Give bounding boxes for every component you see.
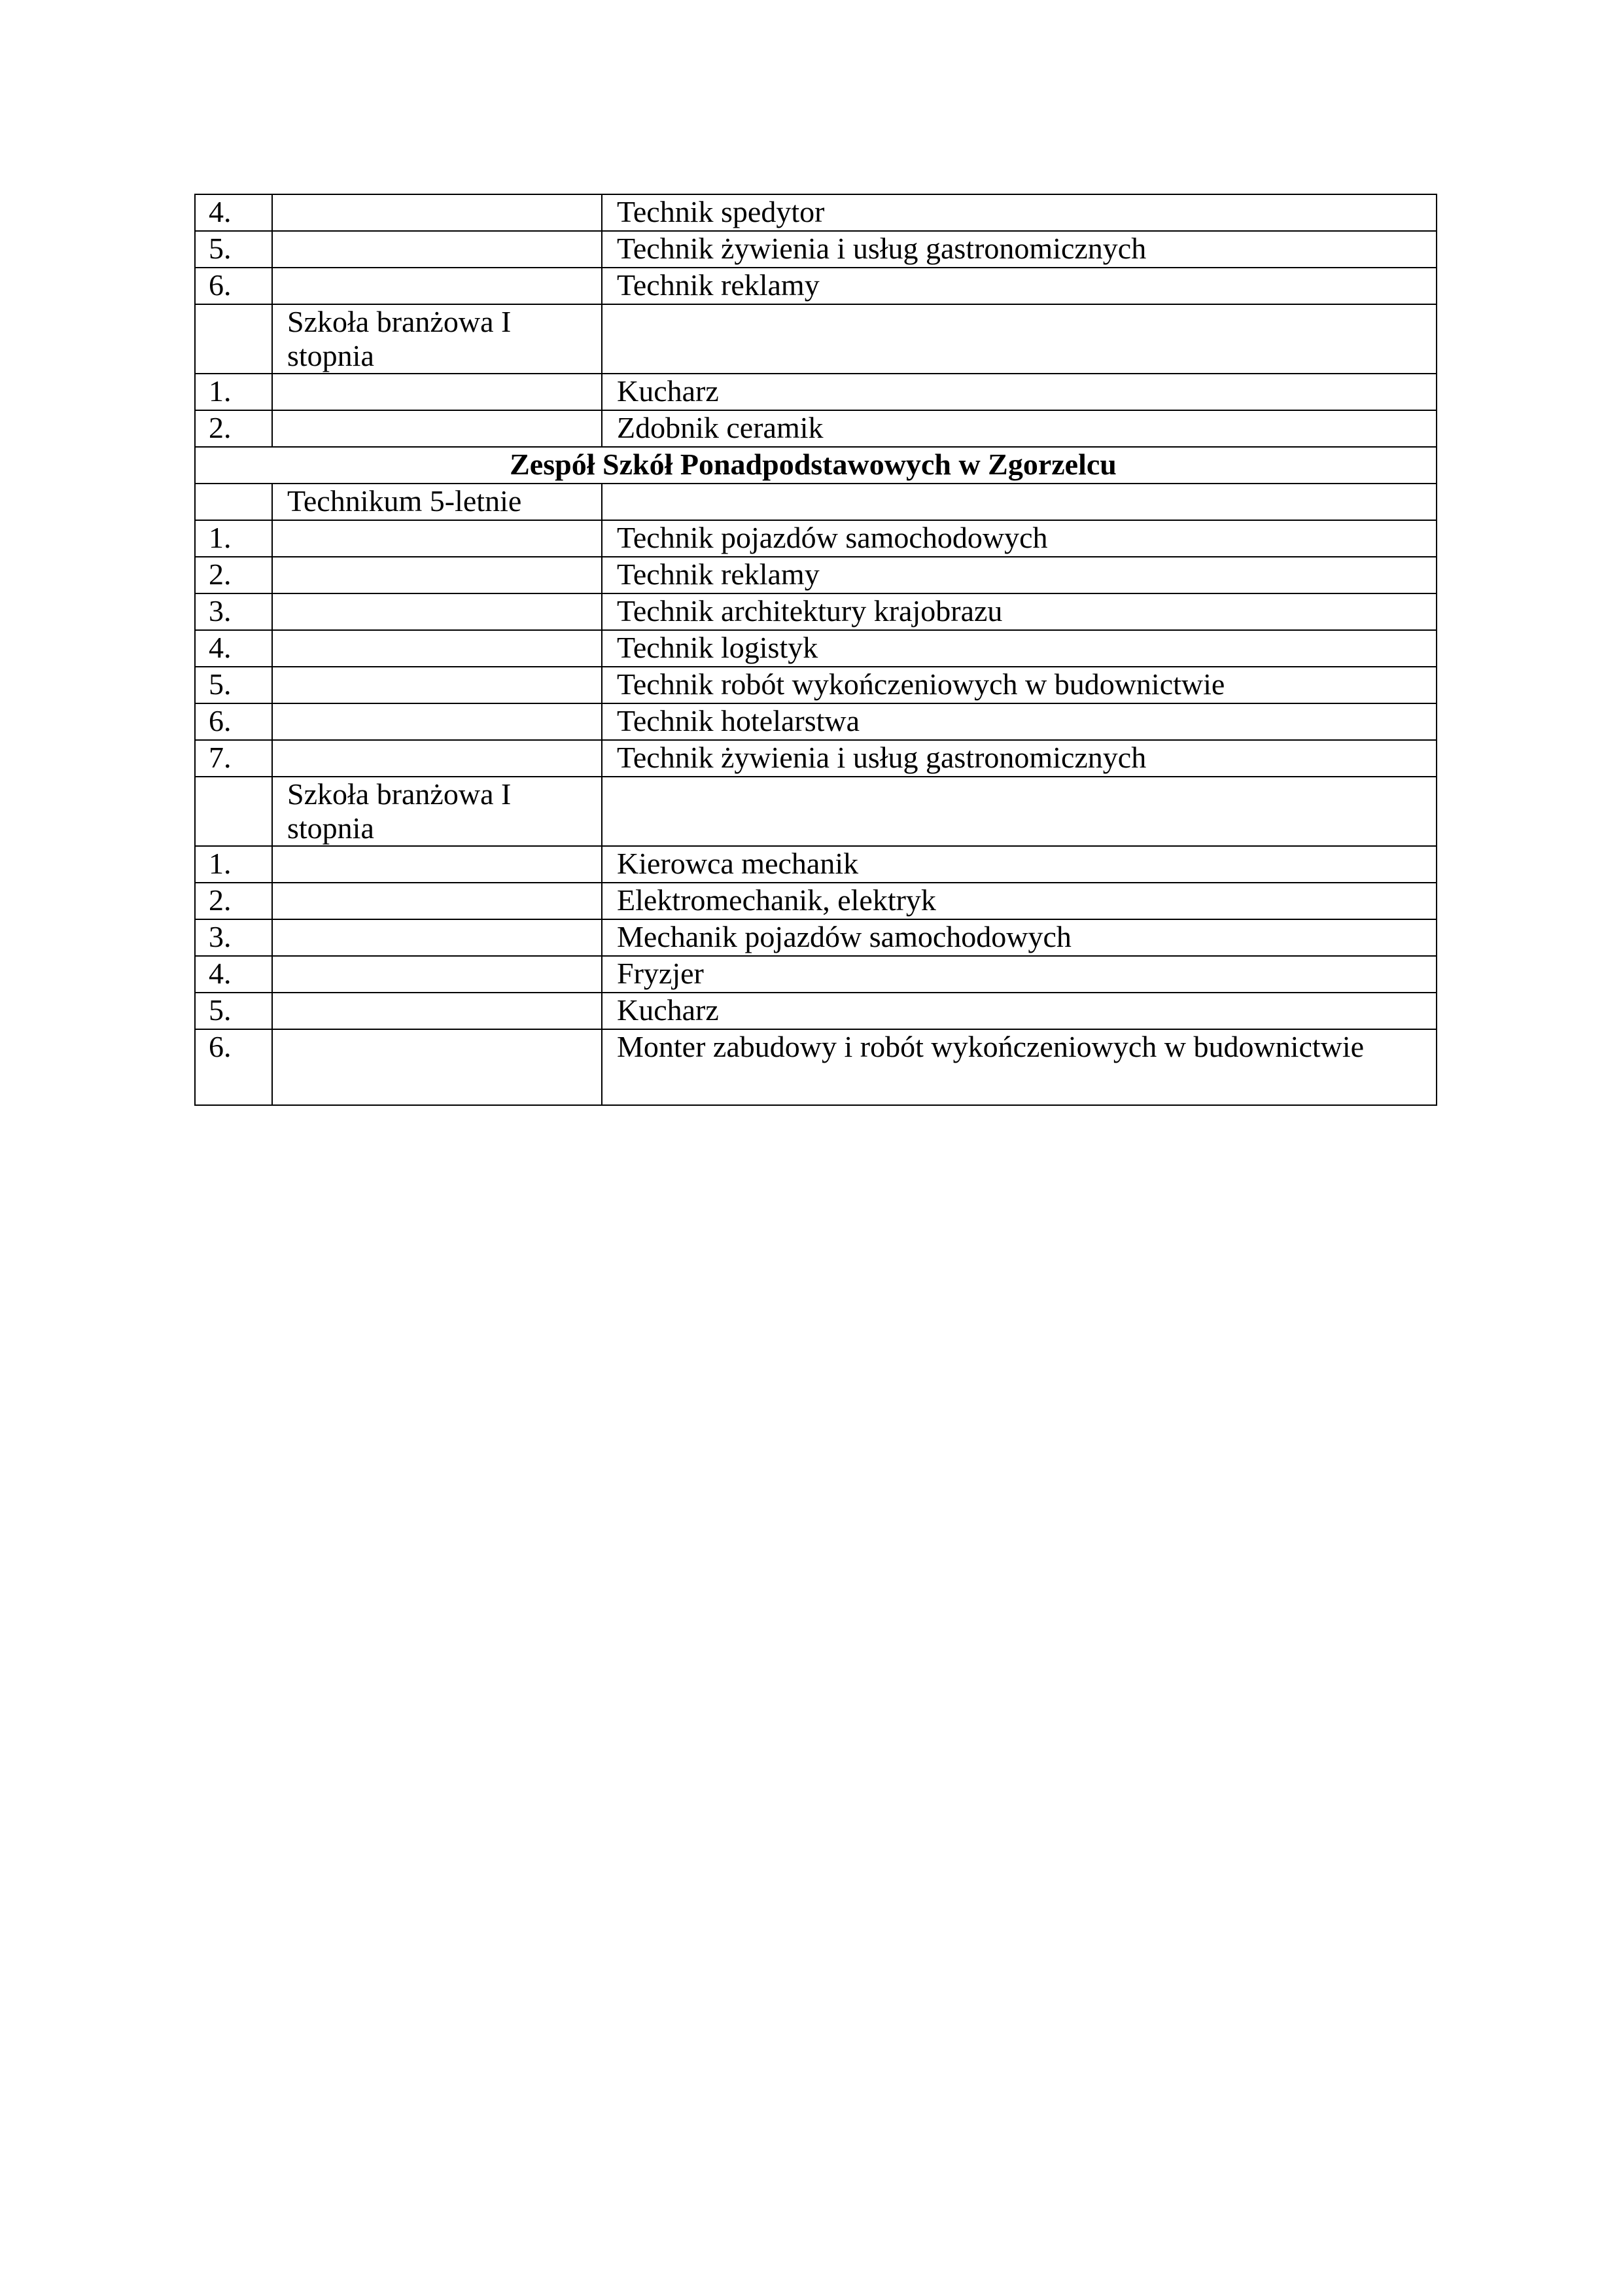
row-number-cell: 1.	[195, 846, 272, 883]
row-number-cell: 2.	[195, 883, 272, 919]
school-type-cell	[272, 593, 602, 630]
table-row	[195, 268, 1437, 304]
profession-name-cell: Technik robót wykończeniowych w budownictwie	[602, 667, 1437, 703]
table-row	[195, 703, 1437, 740]
row-number-cell: 6.	[195, 1029, 272, 1105]
table-row	[195, 520, 1437, 557]
profession-name-cell: Technik żywienia i usług gastronomicznych	[602, 740, 1437, 777]
profession-name-cell: Technik reklamy	[602, 557, 1437, 593]
school-type-cell: Szkoła branżowa I stopnia	[272, 304, 602, 374]
profession-name-cell: Monter zabudowy i robót wykończeniowych w budownictwie	[602, 1029, 1437, 1105]
school-type-cell	[272, 667, 602, 703]
table-row	[195, 630, 1437, 667]
school-type-cell: Technikum 5-letnie	[272, 484, 602, 520]
row-number-cell: 7.	[195, 740, 272, 777]
table-row	[195, 593, 1437, 630]
table-row	[195, 1029, 1437, 1105]
profession-name-cell: Zdobnik ceramik	[602, 410, 1437, 447]
row-number-cell: 5.	[195, 667, 272, 703]
school-type-cell	[272, 703, 602, 740]
profession-name-cell: Technik reklamy	[602, 268, 1437, 304]
profession-name-cell: Kierowca mechanik	[602, 846, 1437, 883]
profession-name-cell: Mechanik pojazdów samochodowych	[602, 919, 1437, 956]
profession-name-cell: Technik żywienia i usług gastronomicznych	[602, 231, 1437, 268]
school-type-cell	[272, 520, 602, 557]
profession-name-cell: Technik pojazdów samochodowych	[602, 520, 1437, 557]
row-number-cell: 4.	[195, 956, 272, 993]
row-number-cell: 4.	[195, 630, 272, 667]
school-type-cell	[272, 919, 602, 956]
table-row	[195, 956, 1437, 993]
school-type-cell	[272, 374, 602, 410]
school-type-cell	[272, 231, 602, 268]
profession-name-cell: Technik hotelarstwa	[602, 703, 1437, 740]
row-number-cell	[195, 484, 272, 520]
table-row	[195, 374, 1437, 410]
table-row	[195, 740, 1437, 777]
schools-professions-table	[194, 194, 1437, 1106]
profession-name-cell: Elektromechanik, elektryk	[602, 883, 1437, 919]
school-type-cell	[272, 410, 602, 447]
school-type-cell	[272, 557, 602, 593]
row-number-cell	[195, 304, 272, 374]
table-row	[195, 667, 1437, 703]
table-row	[195, 484, 1437, 520]
table-body	[195, 194, 1437, 1105]
table-row	[195, 883, 1437, 919]
school-type-cell	[272, 956, 602, 993]
table-row	[195, 846, 1437, 883]
table-row	[195, 919, 1437, 956]
profession-name-cell	[602, 777, 1437, 846]
profession-name-cell: Technik architektury krajobrazu	[602, 593, 1437, 630]
row-number-cell: 6.	[195, 703, 272, 740]
row-number-cell: 5.	[195, 231, 272, 268]
school-type-cell	[272, 993, 602, 1029]
school-type-cell	[272, 740, 602, 777]
profession-name-cell	[602, 304, 1437, 374]
school-type-cell	[272, 630, 602, 667]
row-number-cell: 6.	[195, 268, 272, 304]
table-row	[195, 194, 1437, 231]
row-number-cell: 4.	[195, 194, 272, 231]
row-number-cell: 1.	[195, 520, 272, 557]
table-row	[195, 777, 1437, 846]
table-row	[195, 410, 1437, 447]
table-row	[195, 304, 1437, 374]
profession-name-cell: Kucharz	[602, 993, 1437, 1029]
row-number-cell: 1.	[195, 374, 272, 410]
row-number-cell: 3.	[195, 593, 272, 630]
table-row	[195, 993, 1437, 1029]
profession-name-cell: Kucharz	[602, 374, 1437, 410]
row-number-cell: 2.	[195, 410, 272, 447]
row-number-cell	[195, 777, 272, 846]
school-header-row	[195, 447, 1437, 484]
school-type-cell	[272, 1029, 602, 1105]
profession-name-cell: Technik logistyk	[602, 630, 1437, 667]
table-row	[195, 557, 1437, 593]
table-row	[195, 231, 1437, 268]
profession-name-cell: Fryzjer	[602, 956, 1437, 993]
profession-name-cell: Technik spedytor	[602, 194, 1437, 231]
school-type-cell	[272, 883, 602, 919]
row-number-cell: 5.	[195, 993, 272, 1029]
school-type-cell: Szkoła branżowa I stopnia	[272, 777, 602, 846]
row-number-cell: 3.	[195, 919, 272, 956]
school-type-cell	[272, 846, 602, 883]
row-number-cell: 2.	[195, 557, 272, 593]
school-type-cell	[272, 194, 602, 231]
school-type-cell	[272, 268, 602, 304]
profession-name-cell	[602, 484, 1437, 520]
school-name-heading: Zespół Szkół Ponadpodstawowych w Zgorzelcu	[195, 447, 1437, 484]
